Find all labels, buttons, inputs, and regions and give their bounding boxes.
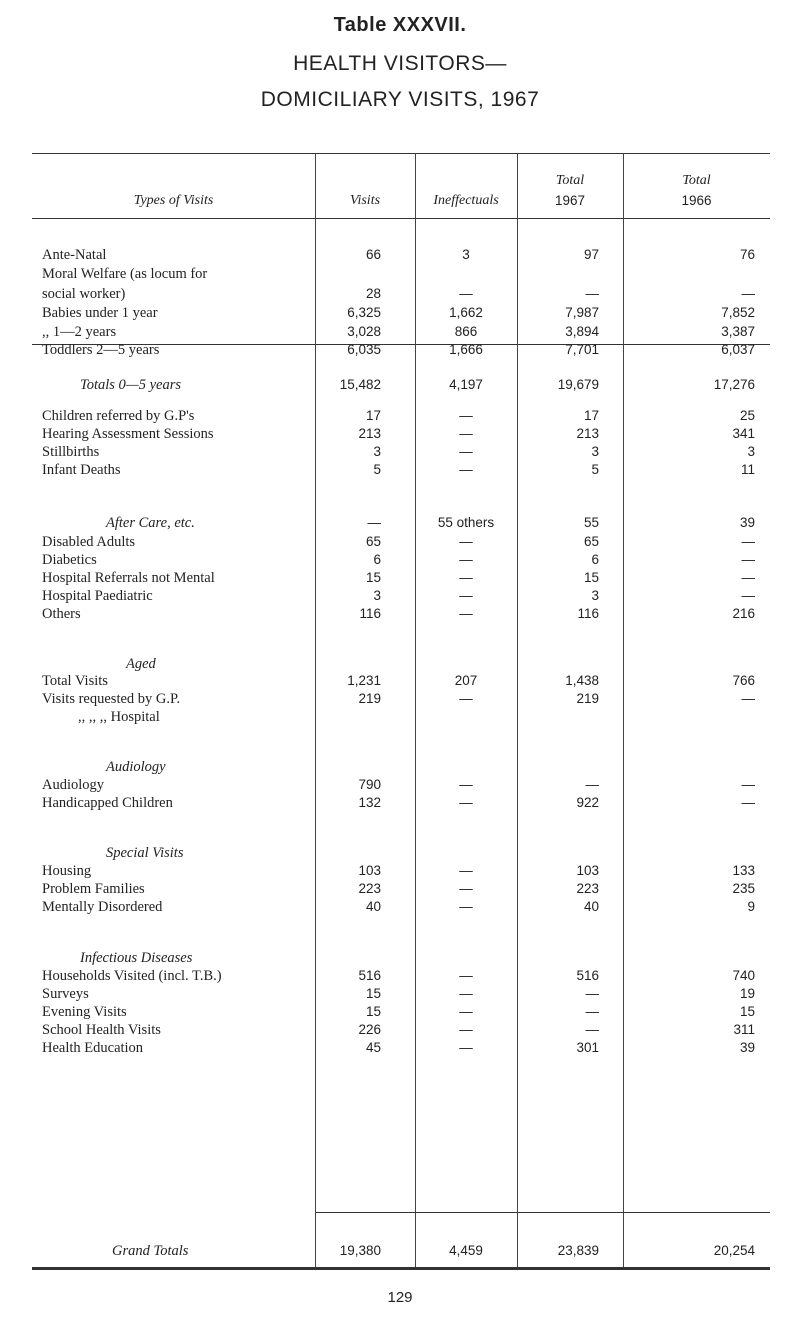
cell-ineffectuals: 866: [454, 324, 478, 339]
cell-total-1967: 19,679: [557, 377, 599, 392]
cell-ineffectuals: —: [459, 986, 473, 1001]
cell-ineffectuals: 3: [462, 247, 470, 262]
cell-total-1967: 116: [577, 606, 599, 621]
row-label: Problem Families: [42, 881, 145, 897]
row-label: Toddlers 2—5 years: [42, 342, 160, 358]
row-label: Hospital Paediatric: [42, 588, 153, 604]
row-label: Evening Visits: [42, 1004, 127, 1020]
cell-total-1967: 3: [591, 588, 599, 603]
cell-total-1966: —: [741, 691, 755, 706]
cell-total-1967: 1,438: [565, 673, 599, 688]
row-label: Totals 0—5 years: [80, 377, 181, 393]
cell-total-1966: 15: [739, 1004, 755, 1019]
row-label: Diabetics: [42, 552, 97, 568]
cell-visits: 45: [365, 1040, 381, 1055]
cell-total-1966: 341: [732, 426, 755, 441]
cell-visits: 3: [373, 588, 381, 603]
header-total-1966-year: 1966: [681, 193, 712, 208]
row-label: Others: [42, 606, 81, 622]
cell-ineffectuals: 4,459: [449, 1243, 483, 1258]
cell-ineffectuals: —: [459, 444, 473, 459]
cell-total-1967: 17: [583, 408, 599, 423]
row-label: After Care, etc.: [106, 515, 195, 531]
cell-total-1967: —: [585, 777, 599, 792]
cell-total-1967: 213: [576, 426, 599, 441]
cell-visits: —: [367, 515, 381, 530]
cell-total-1967: 97: [583, 247, 599, 262]
table-subtitle-1: HEALTH VISITORS—: [293, 52, 507, 75]
cell-total-1966: —: [741, 286, 755, 301]
cell-total-1967: —: [585, 986, 599, 1001]
cell-visits: 19,380: [339, 1243, 381, 1258]
row-label: Surveys: [42, 986, 89, 1002]
cell-visits: 6,325: [347, 305, 381, 320]
cell-total-1966: —: [741, 588, 755, 603]
cell-total-1967: 3,894: [565, 324, 599, 339]
row-label: Children referred by G.P's: [42, 408, 195, 424]
cell-ineffectuals: —: [459, 286, 473, 301]
row-label: ,, ,, ,, Hospital: [78, 709, 160, 725]
row-label: ,, 1—2 years: [42, 324, 117, 340]
cell-total-1967: 516: [576, 968, 599, 983]
cell-visits: 15: [365, 570, 381, 585]
header-types: Types of Visits: [133, 193, 214, 208]
row-label: Audiology: [106, 759, 166, 775]
cell-visits: 6: [373, 552, 381, 567]
cell-ineffectuals: 1,662: [449, 305, 483, 320]
cell-total-1966: 133: [732, 863, 755, 878]
row-label: Health Education: [42, 1040, 144, 1056]
cell-visits: 65: [365, 534, 381, 549]
header-visits: Visits: [349, 193, 381, 208]
row-label: Babies under 1 year: [42, 305, 158, 321]
cell-visits: 15: [365, 986, 381, 1001]
cell-visits: 17: [365, 408, 381, 423]
row-label: social worker): [42, 286, 126, 302]
cell-total-1967: 65: [583, 534, 599, 549]
cell-total-1967: 103: [576, 863, 599, 878]
cell-visits: 790: [358, 777, 381, 792]
cell-total-1966: 6,037: [721, 342, 755, 357]
table-subtitle-2: DOMICILIARY VISITS, 1967: [260, 88, 540, 111]
cell-ineffectuals: —: [459, 1004, 473, 1019]
cell-ineffectuals: —: [459, 777, 473, 792]
cell-visits: 103: [358, 863, 381, 878]
cell-visits: 3: [373, 444, 381, 459]
cell-total-1966: 9: [747, 899, 755, 914]
cell-total-1967: 7,987: [565, 305, 599, 320]
header-ineffectuals: Ineffectuals: [433, 193, 499, 208]
cell-total-1966: 740: [732, 968, 755, 983]
cell-ineffectuals: 207: [454, 673, 478, 688]
header-total-1967-top: Total: [555, 173, 585, 188]
cell-visits: 219: [358, 691, 381, 706]
cell-ineffectuals: —: [459, 552, 473, 567]
cell-total-1966: —: [741, 777, 755, 792]
row-label: Households Visited (incl. T.B.): [42, 968, 222, 984]
header-total-1966-top: Total: [682, 173, 711, 188]
cell-ineffectuals: —: [459, 1040, 473, 1055]
cell-visits: 516: [358, 968, 381, 983]
row-label: Disabled Adults: [42, 534, 136, 550]
cell-visits: 213: [358, 426, 381, 441]
row-label: Stillbirths: [42, 444, 100, 460]
cell-ineffectuals: —: [459, 408, 473, 423]
cell-visits: 116: [359, 606, 381, 621]
cell-ineffectuals: —: [459, 863, 473, 878]
row-label: Special Visits: [106, 845, 184, 861]
cell-total-1966: 11: [740, 462, 755, 477]
cell-visits: 66: [365, 247, 381, 262]
cell-ineffectuals: 1,666: [449, 342, 483, 357]
cell-visits: 5: [373, 462, 381, 477]
cell-total-1967: 15: [583, 570, 599, 585]
header-total-1967-year: 1967: [554, 193, 586, 208]
cell-total-1966: 7,852: [721, 305, 755, 320]
cell-total-1967: 219: [576, 691, 599, 706]
cell-total-1966: 3: [747, 444, 755, 459]
cell-total-1967: 55: [583, 515, 599, 530]
row-label: School Health Visits: [42, 1022, 161, 1038]
bottom-rule: [32, 1267, 770, 1270]
cell-visits: 40: [365, 899, 381, 914]
cell-ineffectuals: —: [459, 968, 473, 983]
cell-total-1966: 17,276: [713, 377, 755, 392]
cell-total-1966: 25: [739, 408, 755, 423]
cell-visits: 6,035: [347, 342, 381, 357]
cell-ineffectuals: 55 others: [437, 515, 495, 530]
grand-totals-rule: [315, 1212, 770, 1213]
cell-visits: 1,231: [347, 673, 381, 688]
row-label: Grand Totals: [112, 1243, 189, 1259]
cell-ineffectuals: 4,197: [449, 377, 483, 392]
cell-visits: 15,482: [339, 377, 381, 392]
page-number: 129: [387, 1289, 413, 1306]
cell-total-1966: —: [741, 534, 755, 549]
cell-total-1967: 7,701: [565, 342, 599, 357]
cell-total-1967: —: [585, 1004, 599, 1019]
cell-total-1967: 5: [591, 462, 599, 477]
cell-total-1967: 301: [576, 1040, 599, 1055]
cell-total-1966: 76: [739, 247, 755, 262]
cell-total-1967: —: [585, 286, 599, 301]
header-rule: [32, 218, 770, 219]
row-label: Housing: [42, 863, 92, 879]
cell-ineffectuals: —: [459, 588, 473, 603]
cell-ineffectuals: —: [459, 899, 473, 914]
cell-total-1966: —: [741, 795, 755, 810]
cell-total-1966: 766: [732, 673, 755, 688]
cell-ineffectuals: —: [459, 881, 473, 896]
cell-total-1966: 39: [739, 1040, 755, 1055]
row-label: Visits requested by G.P.: [42, 691, 181, 707]
row-label: Moral Welfare (as locum for: [42, 266, 208, 282]
cell-total-1966: —: [741, 552, 755, 567]
row-label: Hospital Referrals not Mental: [42, 570, 215, 586]
row-label: Ante-Natal: [42, 247, 107, 263]
row-label: Infectious Diseases: [80, 950, 193, 966]
cell-ineffectuals: —: [459, 426, 473, 441]
cell-ineffectuals: —: [459, 1022, 473, 1037]
row-label: Audiology: [42, 777, 105, 793]
top-rule: [32, 153, 770, 154]
row-label: Handicapped Children: [42, 795, 173, 811]
cell-total-1966: 19: [739, 986, 755, 1001]
cell-visits: 226: [358, 1022, 381, 1037]
cell-total-1967: 3: [591, 444, 599, 459]
cell-visits: 28: [365, 286, 381, 301]
row-label: Hearing Assessment Sessions: [42, 426, 214, 442]
cell-total-1966: 20,254: [713, 1243, 755, 1258]
row-label: Mentally Disordered: [42, 899, 163, 915]
cell-total-1967: 223: [576, 881, 599, 896]
cell-total-1966: 216: [732, 606, 755, 621]
row-label: Total Visits: [42, 673, 108, 689]
table-title: Table XXXVII.: [333, 14, 467, 36]
cell-ineffectuals: —: [459, 534, 473, 549]
row-label: Infant Deaths: [42, 462, 121, 478]
cell-visits: 132: [358, 795, 381, 810]
cell-total-1966: 311: [733, 1022, 755, 1037]
cell-ineffectuals: —: [459, 795, 473, 810]
cell-total-1966: 3,387: [721, 324, 755, 339]
cell-total-1966: 235: [732, 881, 755, 896]
cell-ineffectuals: —: [459, 462, 473, 477]
cell-total-1967: 23,839: [557, 1243, 599, 1258]
cell-visits: 3,028: [347, 324, 381, 339]
cell-total-1967: 40: [583, 899, 599, 914]
cell-total-1967: —: [585, 1022, 599, 1037]
cell-visits: 223: [358, 881, 381, 896]
cell-ineffectuals: —: [459, 606, 473, 621]
cell-total-1966: —: [741, 570, 755, 585]
cell-ineffectuals: —: [459, 570, 473, 585]
cell-total-1967: 6: [591, 552, 599, 567]
cell-visits: 15: [365, 1004, 381, 1019]
cell-total-1966: 39: [739, 515, 755, 530]
cell-total-1967: 922: [576, 795, 599, 810]
row-label: Aged: [126, 656, 156, 672]
cell-ineffectuals: —: [459, 691, 473, 706]
